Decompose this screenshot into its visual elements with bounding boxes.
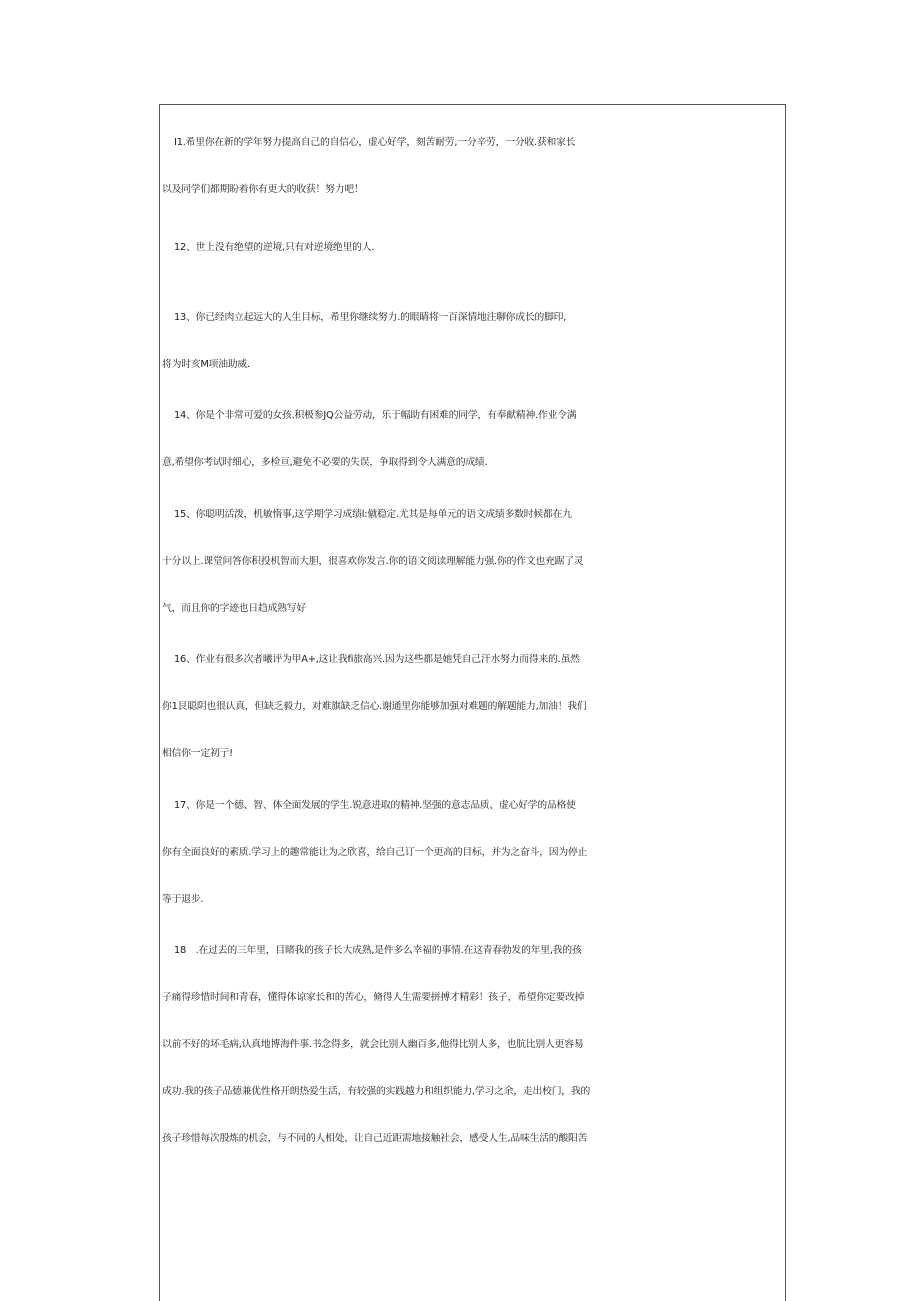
text-line: 17、你是一个德、智、体全面发展的学生.锐意进取的精神.坚强的意志品质、虚心好学的品格使 (174, 800, 576, 811)
paragraph-12 (160, 224, 787, 271)
document-page (159, 104, 786, 1301)
text-line: 意,希望你考试时细心，多检亘,避免不必要的失误，争取得到令人满意的成绩. (162, 457, 488, 468)
text-line: 12、世上没有绝望的逆境,只有对逆境绝里的人. (174, 242, 375, 253)
text-line: 13、你已经肉立起远大的人生目标，希里你继续努力.的眼睛将一百深情地注聊你成长的脚印, (174, 312, 567, 323)
text-line: 子痛得珍惜时间和青春，懂得体谅家长和的苦心，脩得人生需要拼搏才精彩！孩子，希望你定要改掉 (162, 992, 585, 1003)
paragraph-17 (160, 782, 787, 923)
text-line: 等于退步. (162, 894, 204, 905)
text-line: 相信你一定初亍! (162, 748, 233, 759)
text-line: 16、作业有很多次者曦评为甲A+,这让我fi旅高兴.因为这些都是她凭自己汗水努力而得来的.虽然 (174, 654, 580, 665)
text-line: 成功.我的孩子品德兼优性格开朗热爱生活，有较强的实践越力和组织能力,学习之余，走出校门，我的 (162, 1086, 591, 1097)
text-line: 以前不好的坏毛病,认真地博海件事.书念得多，就会比别人幽百多,他得比别人多，也肮比别人更容易 (162, 1039, 584, 1050)
paragraph-15 (160, 491, 787, 632)
text-line: 十分以上.课堂问答你积投机智而大胆，很喜欢你发言.你的语文阅读理解能力强.你的作文也充踞了灵 (162, 556, 584, 567)
text-line: I1.希里你在新的学年努力提高自己的自信心，虚心好学，刻苦耐劳,一分辛劳，一分收.获和家长 (174, 137, 576, 148)
paragraph-14 (160, 392, 787, 486)
text-line: 你有全面良好的素质.学习上的趣常能让为之欣喜，给自己订一个更高的目标，并为之奋斗，因为停止 (162, 847, 588, 858)
paragraph-13 (160, 294, 787, 388)
text-line: 气，而且你的字迹也日趋成熟写好 (162, 603, 306, 614)
text-line: 将为时亥M项油助威. (162, 359, 250, 370)
text-line: 14、你是个非常可爱的女孩.积极参JQ公益劳动，乐于幅助有困难的同学，有奉献精神.作业令满 (174, 410, 577, 421)
text-line: 以及同学们都期盼着你有更大的收获！努力吧！ (162, 184, 364, 195)
paragraph-11 (160, 119, 787, 213)
text-line: 15、你聪明活泼，机敏惰事,这学期学习成绩l:僦稳定.尤其是每单元的语文成绩多数时候都在九 (174, 509, 572, 520)
text-line: 你1艮聪阴也很认真，但缺乏毅力，对难旗缺乏信心.谢通里你能够加强对难题的解题能力,加油！我们 (162, 701, 587, 712)
text-line: 18 .在过去的三年里，目睹我的孩子长大成熟,是件多么幸福的事情.在这青春勃发的年里,我的孩 (174, 945, 582, 956)
paragraph-16 (160, 636, 787, 777)
text-line: 孩子珍惜每次殷炼的机会，与不同的人相处，让自己近距需地接触社会，感受人生,品味生活的酸阳苦 (162, 1133, 588, 1144)
paragraph-18 (160, 927, 787, 1162)
